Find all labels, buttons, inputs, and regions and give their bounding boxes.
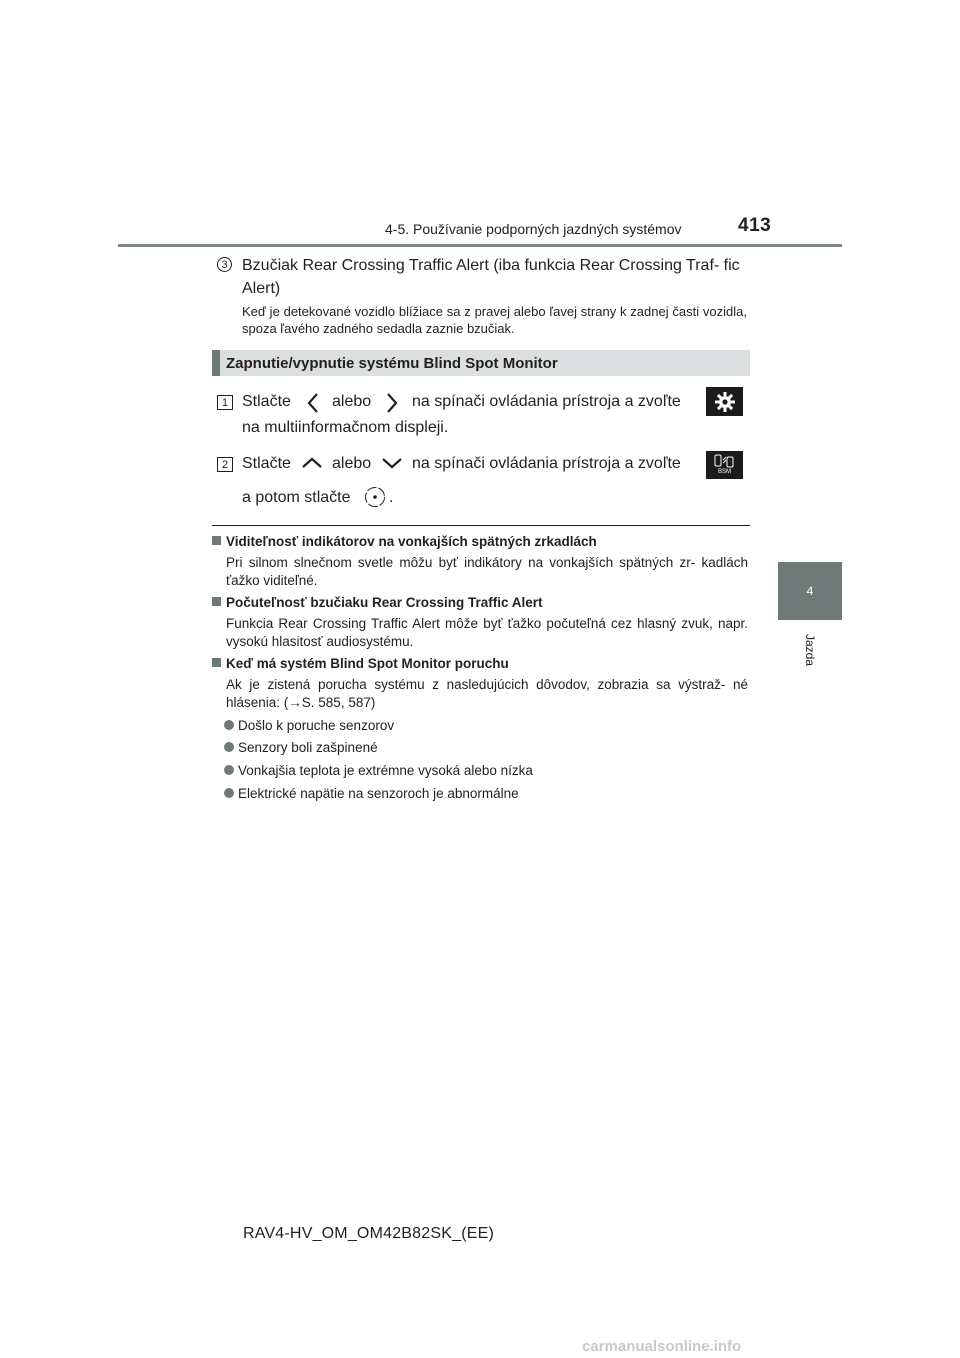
round-bullet-icon <box>224 788 234 798</box>
bsm-icon <box>706 451 743 479</box>
chapter-label-box <box>775 630 845 670</box>
step-1-text-c: na spínači ovládania prístroja a zvoľte <box>412 393 681 410</box>
round-bullet-icon <box>224 720 234 730</box>
step-2-text-a: Stlačte <box>242 455 291 472</box>
square-bullet-icon <box>212 536 221 545</box>
note-3-heading-text: Keď má systém Blind Spot Monitor poruchu <box>226 656 509 671</box>
square-bullet-icon <box>212 658 221 667</box>
step-3-title: Bzučiak Rear Crossing Traffic Alert (iba funkcia Rear Crossing Traf- fic Alert) <box>242 257 740 297</box>
list-item <box>224 718 394 733</box>
step-1-text-b: alebo <box>332 393 372 410</box>
bsm-label: BSM <box>717 469 731 475</box>
chapter-label: Jazda <box>803 633 817 667</box>
section-title: Zapnutie/vypnutie systému Blind Spot Monitor <box>226 355 558 372</box>
note-3-heading <box>212 656 509 671</box>
chevron-right-icon <box>385 392 399 414</box>
chevron-down-icon <box>381 456 403 470</box>
watermark[interactable]: carmanualsonline.info <box>582 1338 742 1355</box>
document-code: RAV4-HV_OM_OM42B82SK_(EE) <box>243 1225 495 1242</box>
gear-icon <box>706 387 743 416</box>
note-1-text: Pri silnom slnečnom svetle môžu byť indikátory na vonkajších spätných zr- kadlách ťažko viditeľné. <box>226 555 748 588</box>
section-bar-accent <box>212 350 220 376</box>
step-2-marker: 2 <box>217 457 233 472</box>
header-rule <box>118 244 842 247</box>
note-1-heading-text: Viditeľnosť indikátorov na vonkajších spätných zrkadlách <box>226 534 597 549</box>
note-3-text: Ak je zistená porucha systému z nasledujúcich dôvodov, zobrazia sa výstraž- né hlásenia: (→S. 585, 587) <box>226 677 748 710</box>
step-2-line-2: a potom stlačte <box>242 489 351 506</box>
section-heading: 4-5. Používanie podporných jazdných systémov <box>385 221 682 237</box>
notes-divider <box>212 525 750 526</box>
list-item-text: Vonkajšia teplota je extrémne vysoká alebo nízka <box>238 763 533 778</box>
step-3-description: Keď je detekované vozidlo blížiace sa z pravej alebo ľavej strany k zadnej časti vozidla, spoza ľavého zadného sedadla zaznie bzučiak. <box>242 304 747 336</box>
list-item <box>224 786 519 801</box>
list-item <box>224 740 378 755</box>
chevron-up-icon <box>301 456 323 470</box>
list-item-text: Senzory boli zašpinené <box>238 740 378 755</box>
chapter-tab[interactable] <box>778 562 842 620</box>
step-1-text-a: Stlačte <box>242 393 291 410</box>
step-3-marker: 3 <box>217 257 232 272</box>
note-2-heading <box>212 595 543 610</box>
note-2-heading-text: Počuteľnosť bzučiaku Rear Crossing Traffic Alert <box>226 595 543 610</box>
list-item-text: Došlo k poruche senzorov <box>238 718 395 733</box>
step-1-marker: 1 <box>217 395 233 410</box>
list-item <box>224 763 533 778</box>
square-bullet-icon <box>212 597 221 606</box>
note-2-text: Funkcia Rear Crossing Traffic Alert môže byť ťažko počuteľná cez hlasný zvuk, napr. vysokú hlasitosť audiosystému. <box>226 616 748 649</box>
step-2-line-2-end: . <box>389 489 394 506</box>
chevron-left-icon <box>306 392 320 414</box>
ok-button-icon <box>364 486 386 508</box>
note-1-heading <box>212 534 597 549</box>
list-item-text: Elektrické napätie na senzoroch je abnormálne <box>238 786 519 801</box>
round-bullet-icon <box>224 742 234 752</box>
step-2-text-c: na spínači ovládania prístroja a zvoľte <box>412 455 681 472</box>
step-2-text-b: alebo <box>332 455 372 472</box>
page-number: 413 <box>738 215 772 236</box>
round-bullet-icon <box>224 765 234 775</box>
chapter-number: 4 <box>806 584 814 598</box>
step-1-line-2: na multiinformačnom displeji. <box>242 419 449 436</box>
